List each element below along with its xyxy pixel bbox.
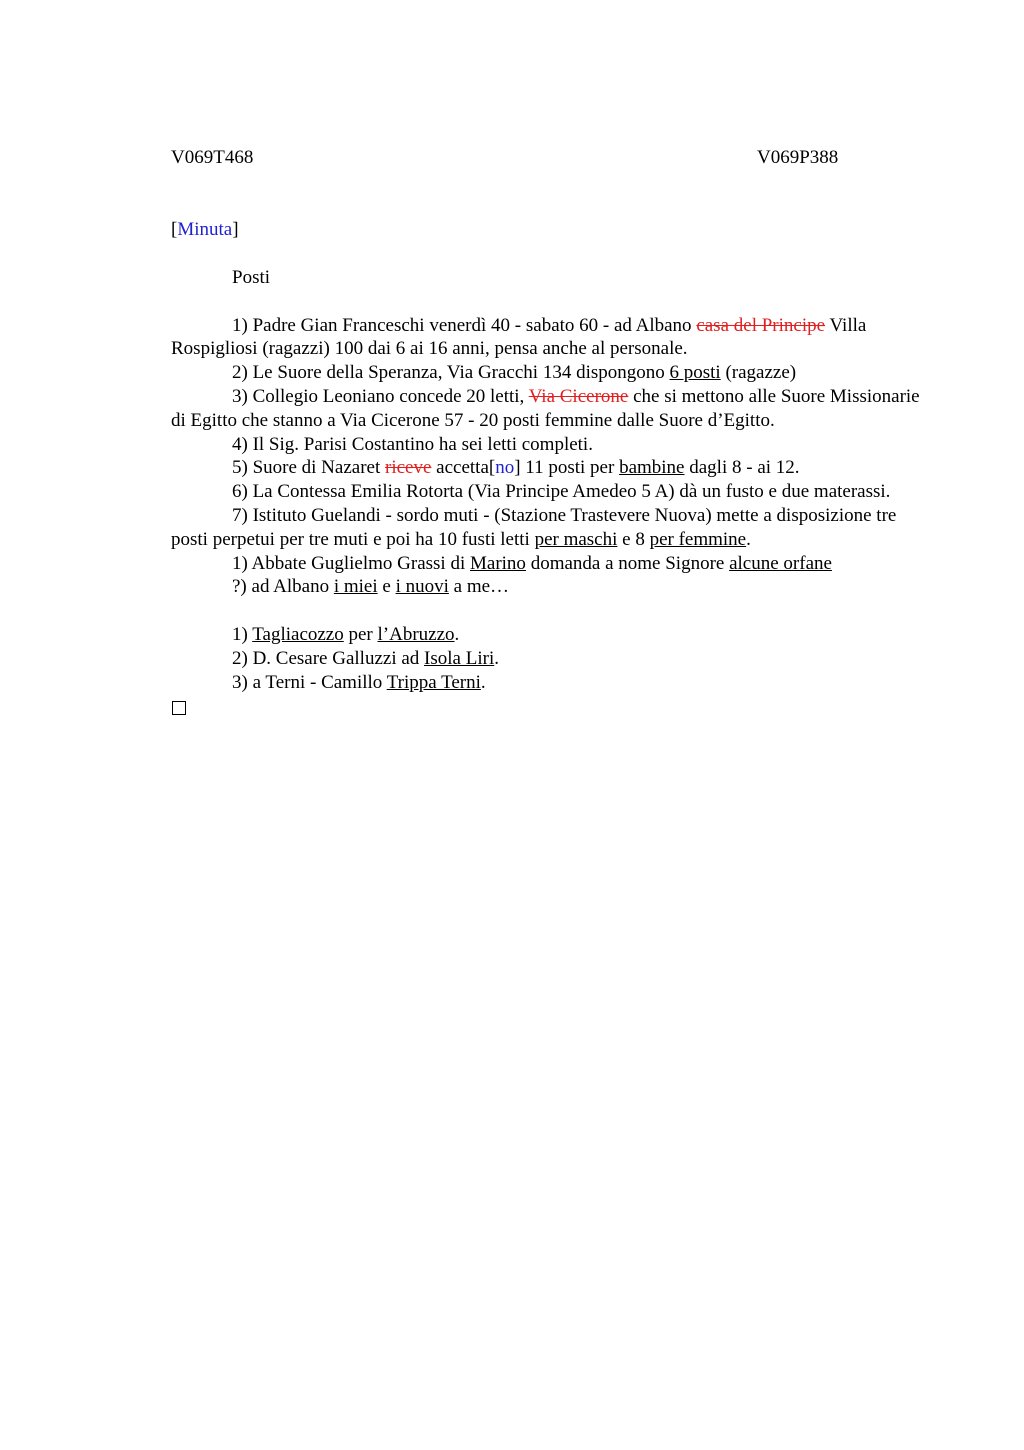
editorial-insert: no xyxy=(495,457,515,479)
underlined-text: per femmine xyxy=(649,528,747,550)
underlined-text: l’Abruzzo xyxy=(377,624,455,646)
underlined-text: Trippa Terni xyxy=(386,671,481,693)
entry-9: ?) ad Albano i miei e i nuovi a me… xyxy=(232,576,510,598)
deleted-text: casa del Principe xyxy=(696,314,826,336)
underlined-text: 6 posti xyxy=(669,362,721,384)
entry-2: 2) Le Suore della Speranza, Via Gracchi 134 dispongono 6 posti (ragazze) xyxy=(232,362,797,384)
section-title: Posti xyxy=(232,266,271,288)
left-code: V069T468 xyxy=(171,147,254,168)
right-code: V069P388 xyxy=(757,147,839,168)
entry-3: 3) Collegio Leoniano concede 20 letti, Via Cicerone che si mettono alle Suore Missionarie di Egitto che stanno a Via Cicerone 57 - 20 posti femmine dalle Suore d’Egitto. xyxy=(171,385,920,431)
list2-item-2: 2) D. Cesare Galluzzi ad Isola Liri. xyxy=(232,647,499,669)
underlined-text: Marino xyxy=(470,552,526,574)
entry-6: 6) La Contessa Emilia Rotorta (Via Principe Amedeo 5 A) dà un fusto e due materassi. xyxy=(232,481,891,503)
entry-5: 5) Suore di Nazaret riceve accetta[no] 11 posti per bambine dagli 8 - ai 12. xyxy=(232,457,800,479)
minuta-label: Minuta xyxy=(177,219,233,240)
entry-4: 4) Il Sig. Parisi Costantino ha sei letti completi. xyxy=(232,433,593,455)
underlined-text: i nuovi xyxy=(395,576,449,598)
underlined-text: i miei xyxy=(333,576,378,598)
underlined-text: Tagliacozzo xyxy=(252,624,344,646)
document-page xyxy=(171,146,931,721)
underlined-text: alcune orfane xyxy=(729,552,832,574)
entry-1: 1) Padre Gian Franceschi venerdì 40 - sabato 60 - ad Albano casa del Principe Villa Rospigliosi (ragazzi) 100 dai 6 ai 16 anni, pensa anche al personale. xyxy=(171,314,867,360)
list2-item-1: 1) Tagliacozzo per l’Abruzzo. xyxy=(232,624,460,646)
deleted-text: Via Cicerone xyxy=(528,385,629,407)
deleted-text: riceve xyxy=(385,457,432,479)
document-label: [Minuta] xyxy=(171,219,239,240)
underlined-text: bambine xyxy=(619,457,685,479)
underlined-text: Isola Liri xyxy=(424,647,495,669)
end-box-icon xyxy=(171,695,931,722)
list2-item-3: 3) a Terni - Camillo Trippa Terni. xyxy=(232,671,486,693)
underlined-text: per maschi xyxy=(534,528,618,550)
page-header xyxy=(171,146,931,170)
entry-7: 7) Istituto Guelandi - sordo muti - (Stazione Trastevere Nuova) mette a disposizione tre posti perpetui per tre muti e poi ha 10 fusti letti per maschi e 8 per femmine. xyxy=(171,504,897,550)
entry-8: 1) Abbate Guglielmo Grassi di Marino domanda a nome Signore alcune orfane xyxy=(232,552,832,574)
